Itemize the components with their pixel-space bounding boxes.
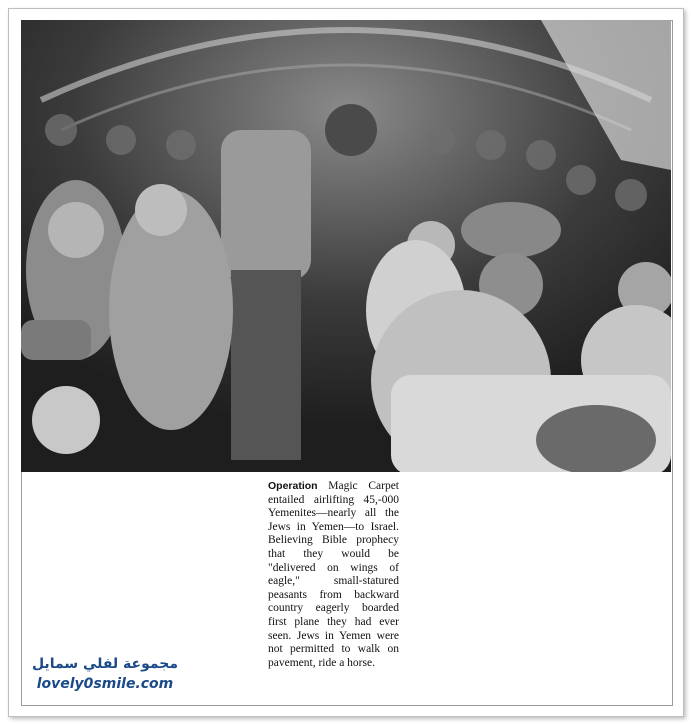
watermark-arabic: مجموعة لفلي سمايل xyxy=(31,656,179,672)
caption-lead: Operation xyxy=(268,480,318,492)
watermark-site: lovely0smile.com xyxy=(36,676,174,692)
photo-caption xyxy=(268,480,399,670)
caption-body: Magic Carpet entailed airlifting 45,-000 Yemenites—nearly all the Jews in Yemen—to Israel. Believing Bible prophecy that they would be "delivered on wings of eagle," small-statured peasants from backward country eagerly boarded first plane they had ever seen. Jews in Yemen were not permitted to walk on pavement, ride a horse. xyxy=(268,480,399,669)
historical-photo xyxy=(21,20,671,472)
photo-illustration xyxy=(21,20,671,472)
